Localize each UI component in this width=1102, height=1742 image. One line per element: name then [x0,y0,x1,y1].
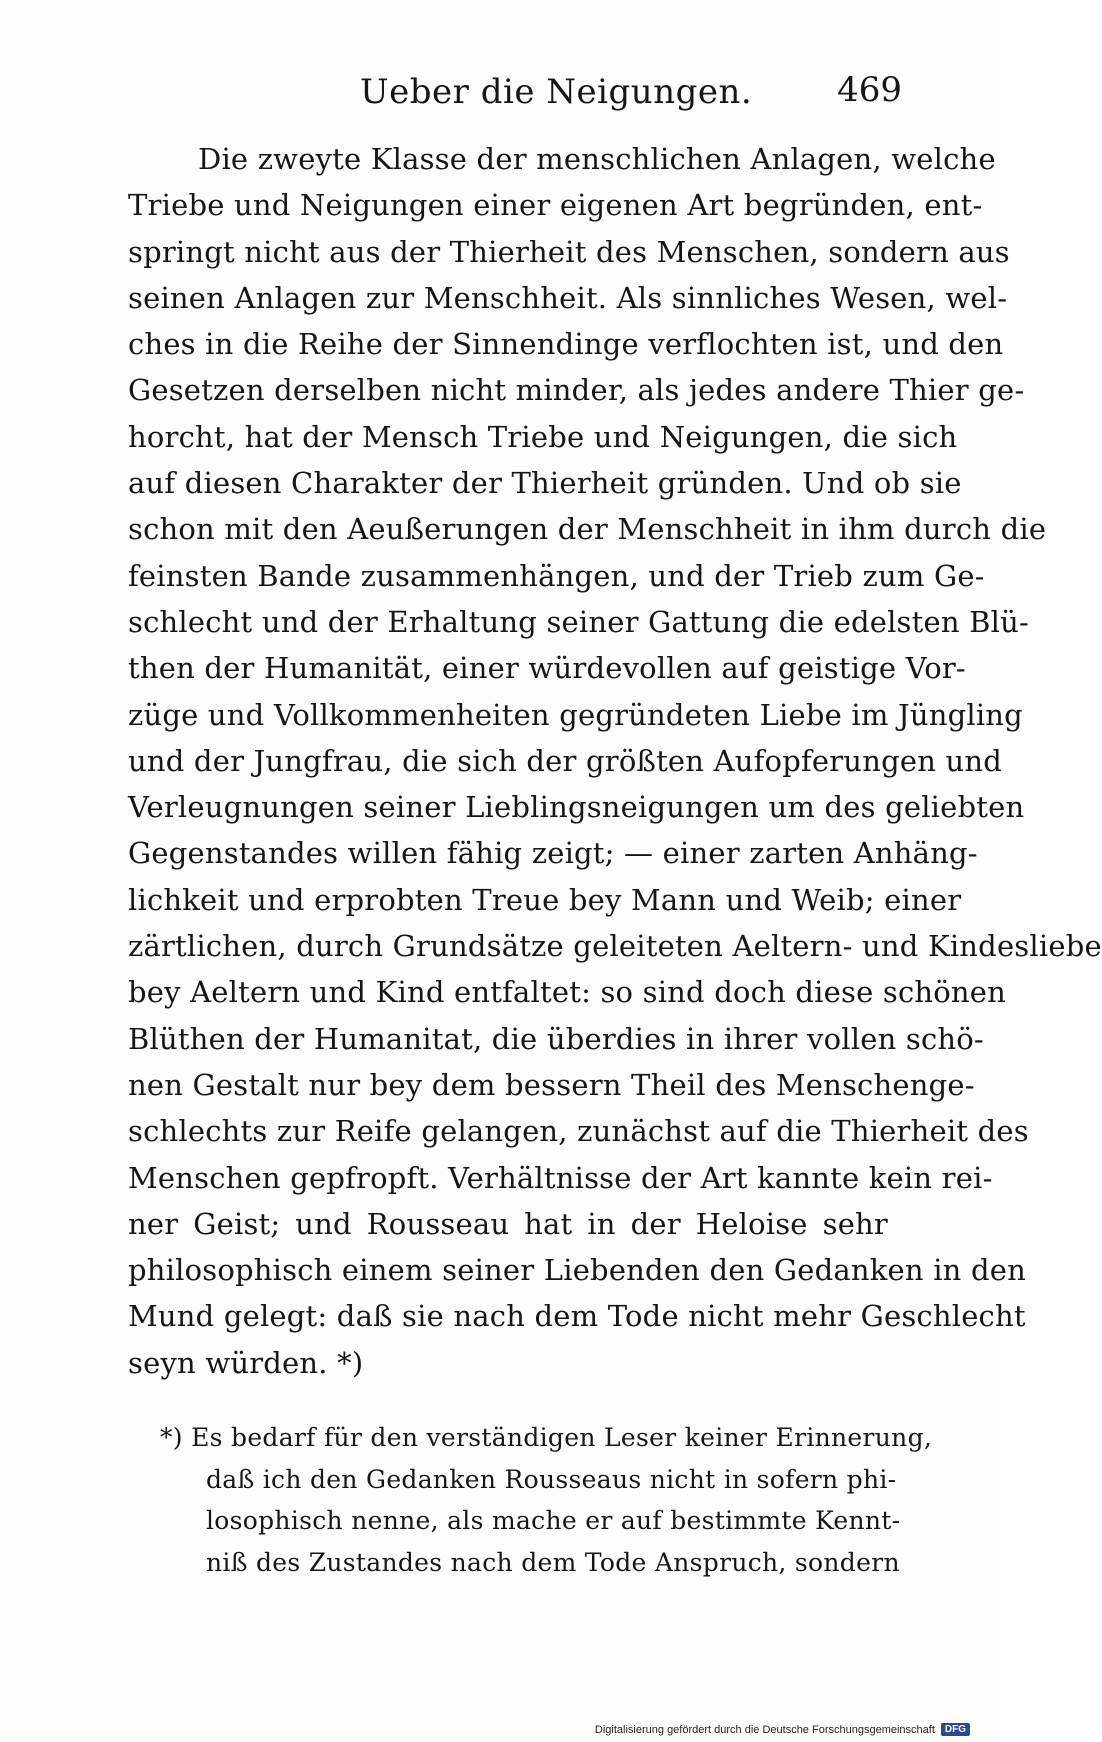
credit-text: Digitalisierung gefördert durch die Deutsche Forschungsgemeinschaft [594,1723,935,1736]
digitization-credit [595,1723,970,1736]
text-line: auf diesen Charakter der Thierheit gründen. Und ob sie [128,466,962,501]
text-line: Mund gelegt: daß sie nach dem Tode nicht mehr Geschlecht [128,1299,1026,1334]
text-line: bey Aeltern und Kind entfaltet: so sind doch diese schönen [128,975,1007,1010]
text-line: zärtlichen, durch Grundsätze geleiteten Aeltern- und Kindesliebe [128,929,1102,964]
text-line: Menschen gepfropft. Verhältnisse der Art kannte kein rei- [128,1160,993,1195]
page-number: 469 [837,70,902,110]
text-line: schon mit den Aeußerungen der Menschheit in ihm durch die [128,512,1047,547]
text-line: springt nicht aus der Thierheit des Menschen, sondern aus [128,234,1010,269]
text-line: ches in die Reihe der Sinnendinge verflochten ist, und den [128,327,1004,362]
footnote-line: losophisch nenne, als mache er auf bestimmte Kennt- [206,1506,901,1535]
page-header [120,62,910,122]
text-line: horcht, hat der Mensch Triebe und Neigungen, die sich [128,419,958,454]
text-line: philosophisch einem seiner Liebenden den Gedanken in den [128,1253,1026,1288]
dfg-logo-icon: DFG [941,1723,970,1736]
footnote-line: niß des Zustandes nach dem Tode Anspruch, sondern [206,1547,900,1577]
text-line: nen Gestalt nur bey dem bessern Theil des Menschenge- [128,1067,975,1102]
body-paragraph [128,136,1102,1386]
text-line: Verleugnungen seiner Lieblingsneigungen um des geliebten [128,790,1025,825]
text-line: seinen Anlagen zur Menschheit. Als sinnliches Wesen, wel- [128,280,1008,315]
text-line: schlecht und der Erhaltung seiner Gattung die edelsten Blü- [128,604,1030,639]
footnote-line: daß ich den Gedanken Rousseaus nicht in sofern phi- [206,1464,897,1494]
footnote [160,1417,933,1583]
text-line: ner Geist; und Rousseau hat in der Heloise sehr [128,1206,888,1241]
text-line: schlechts zur Reife gelangen, zunächst auf die Thierheit des [128,1114,1029,1149]
text-line: und der Jungfrau, die sich der größten Aufopferungen und [128,743,1003,778]
text-line: Triebe und Neigungen einer eigenen Art begründen, ent- [128,188,983,223]
text-line: lichkeit und erprobten Treue bey Mann und Weib; einer [128,882,962,917]
text-line: Blüthen der Humanitat, die überdies in ihrer vollen schö- [128,1021,984,1056]
text-line: Die zweyte Klasse der menschlichen Anlagen, welche [198,142,996,176]
text-line: Gegenstandes willen fähig zeigt; — einer zarten Anhäng- [128,836,978,871]
text-line: seyn würden. *) [128,1345,364,1380]
footnote-line: *) Es bedarf für den verständigen Leser keiner Erinnerung, [160,1423,933,1452]
text-line: Gesetzen derselben nicht minder, als jedes andere Thier ge- [128,373,1025,408]
text-line: feinsten Bande zusammenhängen, und der Trieb zum Ge- [128,558,985,593]
text-line: züge und Vollkommenheiten gegründeten Liebe im Jüngling [128,697,1023,732]
text-line: then der Humanität, einer würdevollen auf geistige Vor- [128,651,966,686]
running-title: Ueber die Neigungen. [360,72,753,112]
